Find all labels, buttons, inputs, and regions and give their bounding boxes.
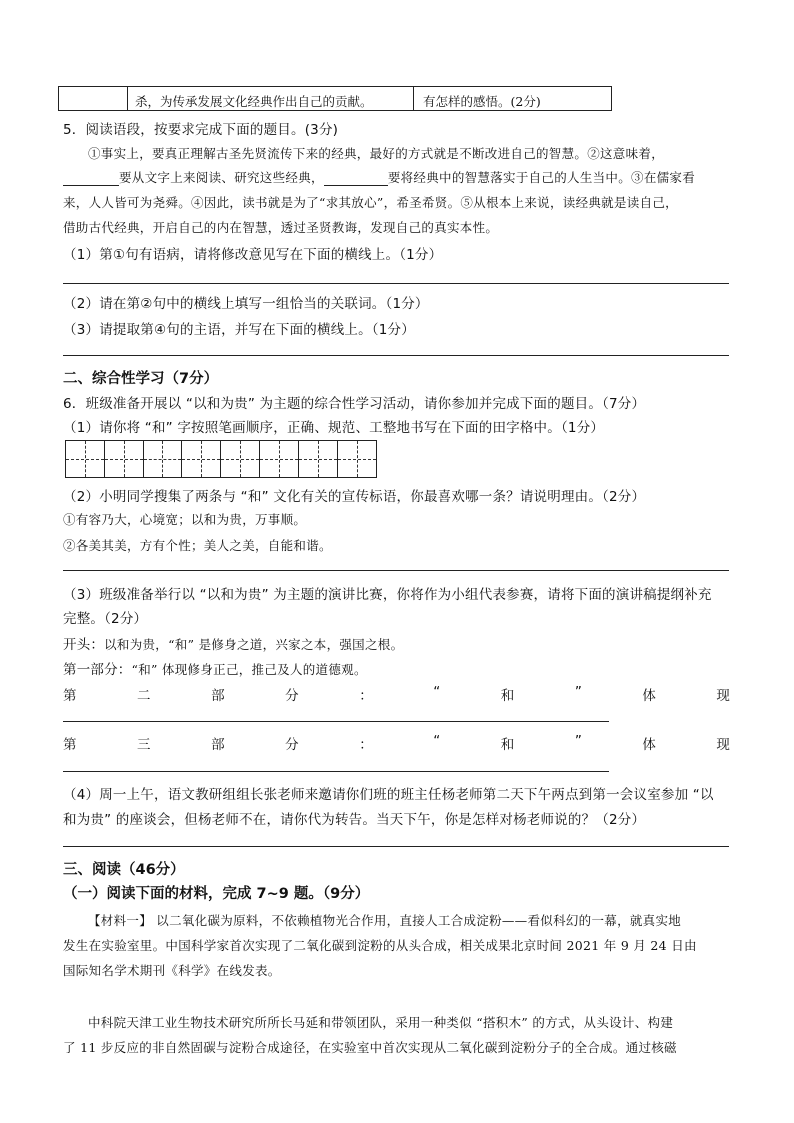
tianzige-cell[interactable] <box>299 441 338 477</box>
outline-char: 现 <box>716 688 730 704</box>
outline-char: ： <box>359 688 373 704</box>
q5-passage-line: ①事实上，要真正理解古圣先贤流传下来的经典，最好的方式就是不断改进自己的智慧。②这意味着， <box>88 146 665 161</box>
outline-char: 分 <box>285 737 299 753</box>
q5-title: 5．阅读语段，按要求完成下面的题目。(3分) <box>63 122 339 138</box>
outline-char: 三 <box>137 737 151 753</box>
q6-sub3-line: 完整。（2分） <box>63 611 148 627</box>
table-cell-text: 有怎样的感悟。(2分) <box>423 94 541 109</box>
tianzige-cell[interactable] <box>66 441 105 477</box>
section-heading: 二、综合性学习（7分） <box>63 371 219 387</box>
outline-char: 第 <box>63 737 77 753</box>
tianzige-cell[interactable] <box>221 441 260 477</box>
outline-char: 部 <box>211 737 225 753</box>
outline-char: 部 <box>211 688 225 704</box>
outline-char: 和 <box>500 737 515 753</box>
tianzige-grid[interactable] <box>65 440 377 478</box>
q5-sub1: （1）第①句有语病，请将修改意见写在下面的横线上。（1分） <box>63 247 443 263</box>
q5-passage-segment: 要将经典中的智慧落实于自己的人生当中。③在儒家看 <box>387 170 696 185</box>
slogan-1: ①有容乃大，心境宽；以和为贵，万事顺。 <box>63 512 307 527</box>
material-line: 中科院天津工业生物技术研究所所长马延和带领团队，采用一种类似 “搭积木” 的方式，从头设计、构建 <box>88 1015 674 1030</box>
section-heading: 三、阅读（46分） <box>63 862 185 878</box>
table-fragment <box>58 86 612 111</box>
q6-sub4-line: 和为贵” 的座谈会，但杨老师不在，请你代为转告。当天下午，你是怎样对杨老师说的？（2分） <box>63 812 646 828</box>
outline-part1 <box>63 658 367 678</box>
tianzige-cell[interactable] <box>105 441 144 477</box>
table-cell-text: 杀，为传承发展文化经典作出自己的贡献。 <box>135 94 373 109</box>
answer-line[interactable] <box>63 771 609 772</box>
outline-char: ” <box>574 733 582 749</box>
q5-passage-line: 来，人人皆可为尧舜。④因此，读书就是为了“求其放心”，希圣希贤。⑤从根本上来说，读经典就是读自己， <box>63 195 678 210</box>
material-line: 了 11 步反应的非自然固碳与淀粉合成途径，在实验室中首次实现从二氧化碳到淀粉分子的全合成。通过核磁 <box>63 1040 677 1055</box>
outline-char: “ <box>433 684 441 700</box>
q5-sub2: （2）请在第②句中的横线上填写一组恰当的关联词。（1分） <box>63 296 429 312</box>
outline-char: ： <box>359 737 373 753</box>
table-divider <box>413 87 414 110</box>
q5-passage-line: 借助古代经典，开启自己的内在智慧，透过圣贤教诲，发现自己的真实本性。 <box>63 220 499 235</box>
outline-text: “和” 体现修身正己，推己及人的道德观。 <box>131 662 367 677</box>
outline-char: 现 <box>716 737 730 753</box>
answer-line[interactable] <box>63 283 729 284</box>
outline-part3 <box>63 733 730 753</box>
table-divider <box>127 87 128 110</box>
q5-blank-1[interactable] <box>63 185 119 186</box>
q5-blank-2[interactable] <box>324 185 388 186</box>
q6-title: 6．班级准备开展以 “以和为贵” 为主题的综合性学习活动，请你参加并完成下面的题目。（7分） <box>63 396 646 412</box>
q6-sub3-line: （3）班级准备举行以 “以和为贵” 为主题的演讲比赛，你将作为小组代表参赛，请将下面的演讲稿提纲补充 <box>63 587 712 603</box>
answer-line[interactable] <box>63 355 729 356</box>
material-line: 【材料一】 以二氧化碳为原料，不依赖植物光合作用，直接人工合成淀粉——看似科幻的一幕，就真实地 <box>88 913 682 928</box>
sub-section-heading: （一）阅读下面的材料，完成 7~9 题。（9分） <box>63 886 370 902</box>
outline-char: 二 <box>137 688 151 704</box>
answer-line[interactable] <box>63 570 729 571</box>
outline-text: 以和为贵，“和” 是修身之道，兴家之本，强国之根。 <box>104 637 404 652</box>
q6-sub1: （1）请你将 “和” 字按照笔画顺序，正确、规范、工整地书写在下面的田字格中。（1分） <box>63 420 605 436</box>
outline-opening <box>63 633 403 653</box>
material-line: 发生在实验室里。中国科学家首次实现了二氧化碳到淀粉的从头合成，相关成果北京时间 2021 年 9 月 24 日由 <box>63 938 697 953</box>
outline-label: 第一部分： <box>63 662 132 678</box>
answer-line[interactable] <box>63 721 609 722</box>
q5-sub3: （3）请提取第④句的主语，并写在下面的横线上。（1分） <box>63 322 415 338</box>
outline-char: ” <box>574 684 582 700</box>
tianzige-cell[interactable] <box>338 441 377 477</box>
outline-part2 <box>63 684 730 704</box>
outline-char: 和 <box>500 688 515 704</box>
outline-char: 体 <box>642 688 656 704</box>
material-line: 国际知名学术期刊《科学》在线发表。 <box>63 963 281 978</box>
q6-sub2: （2）小明同学搜集了两条与 “和” 文化有关的宣传标语，你最喜欢哪一条？请说明理由。（2分） <box>63 489 646 505</box>
outline-label: 开头： <box>63 637 105 653</box>
outline-char: 分 <box>285 688 299 704</box>
tianzige-cell[interactable] <box>182 441 221 477</box>
q5-passage-line <box>63 168 695 186</box>
outline-char: “ <box>433 733 441 749</box>
answer-line[interactable] <box>63 846 729 847</box>
q5-passage-segment: 要从文字上来阅读、研究这些经典， <box>119 170 324 185</box>
q6-sub4-line: （4）周一上午，语文教研组组长张老师来邀请你们班的班主任杨老师第二天下午两点到第一会议室参加 “以 <box>63 787 714 803</box>
slogan-2: ②各美其美，方有个性；美人之美，自能和谐。 <box>63 538 332 553</box>
tianzige-cell[interactable] <box>144 441 183 477</box>
outline-char: 体 <box>642 737 656 753</box>
outline-char: 第 <box>63 688 77 704</box>
tianzige-cell[interactable] <box>260 441 299 477</box>
